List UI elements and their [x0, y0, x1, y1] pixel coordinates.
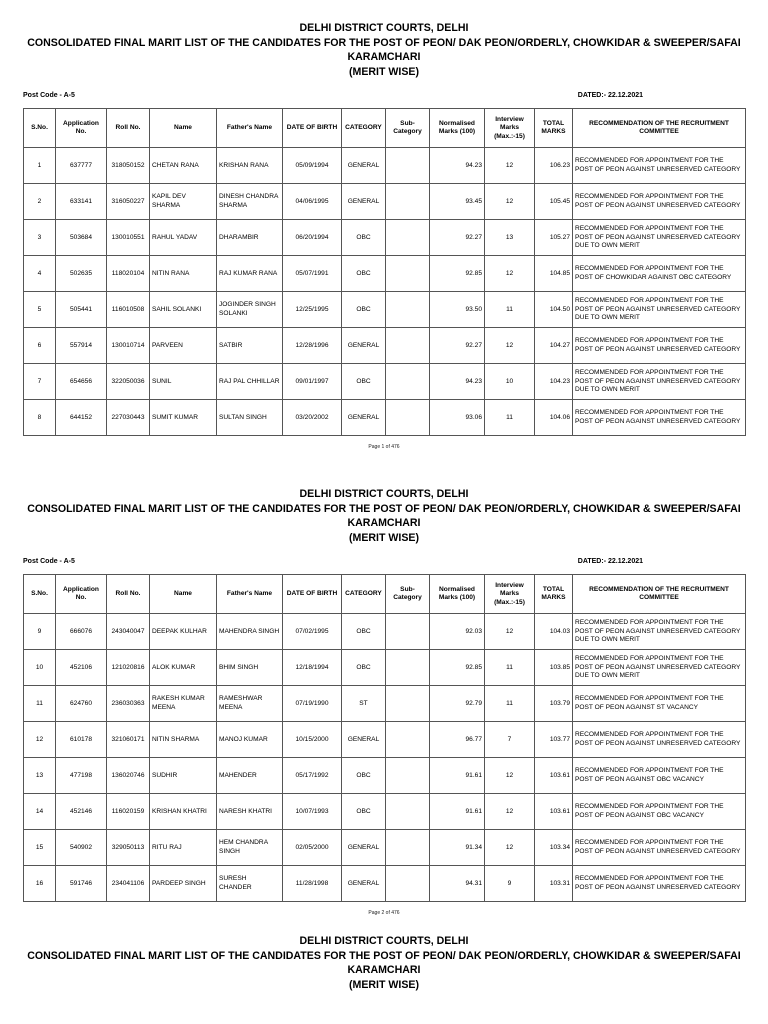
- header-line2: CONSOLIDATED FINAL MARIT LIST OF THE CANDIDATES FOR THE POST OF PEON/ DAK PEON/ORDERLY, CHOWKIDAR & SWEEPER/SAFAI: [27, 949, 741, 962]
- dated-label: DATED:- 22.12.2021: [577, 558, 643, 566]
- cell-application-no: 452106: [56, 650, 107, 686]
- cell-sno: 8: [24, 400, 56, 436]
- cell-dob: 06/20/1994: [283, 220, 342, 256]
- header-line3: KARAMCHARI: [347, 517, 421, 530]
- cell-name: SUDHIR: [150, 758, 217, 794]
- cell-normalised-marks: 92.27: [430, 328, 485, 364]
- cell-total-marks: 106.23: [535, 148, 573, 184]
- cell-category: OBC: [342, 256, 386, 292]
- cell-name: SUMIT KUMAR: [150, 400, 217, 436]
- cell-name: KAPIL DEV SHARMA: [150, 184, 217, 220]
- cell-sno: 10: [24, 650, 56, 686]
- cell-recommendation: RECOMMENDED FOR APPOINTMENT FOR THE POST OF PEON AGAINST OBC VACANCY: [573, 794, 746, 830]
- cell-subcategory: [386, 830, 430, 866]
- cell-total-marks: 104.06: [535, 400, 573, 436]
- cell-application-no: 540902: [56, 830, 107, 866]
- cell-recommendation: RECOMMENDED FOR APPOINTMENT FOR THE POST OF PEON AGAINST OBC VACANCY: [573, 758, 746, 794]
- document-page: [0, 934, 768, 992]
- cell-sno: 13: [24, 758, 56, 794]
- cell-total-marks: 104.85: [535, 256, 573, 292]
- cell-interview-marks: 12: [485, 256, 535, 292]
- cell-subcategory: [386, 722, 430, 758]
- cell-name: DEEPAK KULHAR: [150, 614, 217, 650]
- col-header-interview: Interview Marks (Max.:-15): [485, 575, 535, 614]
- cell-application-no: 502635: [56, 256, 107, 292]
- cell-roll-no: 316050227: [107, 184, 150, 220]
- cell-dob: 02/05/2000: [283, 830, 342, 866]
- cell-sno: 7: [24, 364, 56, 400]
- cell-father-name: JOGINDER SINGH SOLANKI: [217, 292, 283, 328]
- cell-interview-marks: 9: [485, 866, 535, 902]
- table-row: [24, 400, 746, 436]
- col-header-total: TOTAL MARKS: [535, 109, 573, 148]
- cell-interview-marks: 12: [485, 830, 535, 866]
- cell-recommendation: RECOMMENDED FOR APPOINTMENT FOR THE POST OF PEON AGAINST UNRESERVED CATEGORY: [573, 184, 746, 220]
- cell-dob: 12/28/1996: [283, 328, 342, 364]
- cell-name: PARVEEN: [150, 328, 217, 364]
- cell-interview-marks: 12: [485, 758, 535, 794]
- table-row: [24, 184, 746, 220]
- cell-recommendation: RECOMMENDED FOR APPOINTMENT FOR THE POST OF PEON AGAINST UNRESERVED CATEGORY DUE TO OWN MERIT: [573, 220, 746, 256]
- cell-father-name: MAHENDRA SINGH: [217, 614, 283, 650]
- cell-interview-marks: 12: [485, 148, 535, 184]
- header-line4: (MERIT WISE): [348, 65, 420, 78]
- cell-father-name: MANOJ KUMAR: [217, 722, 283, 758]
- table-row: [24, 722, 746, 758]
- cell-subcategory: [386, 184, 430, 220]
- cell-total-marks: 104.50: [535, 292, 573, 328]
- page-header: [0, 0, 768, 79]
- col-header-category: CATEGORY: [342, 575, 386, 614]
- cell-recommendation: RECOMMENDED FOR APPOINTMENT FOR THE POST OF PEON AGAINST UNRESERVED CATEGORY: [573, 328, 746, 364]
- cell-interview-marks: 12: [485, 184, 535, 220]
- cell-roll-no: 121020816: [107, 650, 150, 686]
- table-row: [24, 650, 746, 686]
- cell-normalised-marks: 92.85: [430, 650, 485, 686]
- cell-name: RITU RAJ: [150, 830, 217, 866]
- cell-normalised-marks: 94.31: [430, 866, 485, 902]
- cell-dob: 03/20/2002: [283, 400, 342, 436]
- cell-subcategory: [386, 794, 430, 830]
- table-row: [24, 686, 746, 722]
- cell-category: GENERAL: [342, 830, 386, 866]
- cell-category: GENERAL: [342, 184, 386, 220]
- cell-subcategory: [386, 328, 430, 364]
- col-header-recommendation: RECOMMENDATION OF THE RECRUITMENT COMMITTEE: [573, 575, 746, 614]
- cell-sno: 2: [24, 184, 56, 220]
- cell-subcategory: [386, 758, 430, 794]
- col-header-normalised: Normalised Marks (100): [430, 109, 485, 148]
- cell-roll-no: 321060171: [107, 722, 150, 758]
- cell-recommendation: RECOMMENDED FOR APPOINTMENT FOR THE POST OF PEON AGAINST UNRESERVED CATEGORY: [573, 830, 746, 866]
- cell-category: OBC: [342, 794, 386, 830]
- cell-roll-no: 130010714: [107, 328, 150, 364]
- cell-name: NITIN SHARMA: [150, 722, 217, 758]
- table-header-row: [24, 109, 746, 148]
- cell-dob: 12/18/1994: [283, 650, 342, 686]
- table-row: [24, 220, 746, 256]
- cell-normalised-marks: 93.45: [430, 184, 485, 220]
- cell-subcategory: [386, 686, 430, 722]
- cell-roll-no: 234041106: [107, 866, 150, 902]
- cell-sno: 9: [24, 614, 56, 650]
- header-line4: (MERIT WISE): [348, 531, 420, 544]
- cell-father-name: KRISHAN RANA: [217, 148, 283, 184]
- cell-interview-marks: 7: [485, 722, 535, 758]
- cell-father-name: RAMESHWAR MEENA: [217, 686, 283, 722]
- table-header-row: [24, 575, 746, 614]
- cell-interview-marks: 10: [485, 364, 535, 400]
- cell-father-name: RAJ PAL CHHILLAR: [217, 364, 283, 400]
- cell-normalised-marks: 94.23: [430, 364, 485, 400]
- cell-roll-no: 329050113: [107, 830, 150, 866]
- table-row: [24, 256, 746, 292]
- cell-category: OBC: [342, 292, 386, 328]
- page-footer: Page 2 of 476: [368, 910, 400, 917]
- cell-total-marks: 103.85: [535, 650, 573, 686]
- cell-category: GENERAL: [342, 866, 386, 902]
- cell-sno: 16: [24, 866, 56, 902]
- cell-father-name: SULTAN SINGH: [217, 400, 283, 436]
- cell-normalised-marks: 91.61: [430, 758, 485, 794]
- cell-interview-marks: 11: [485, 400, 535, 436]
- cell-dob: 07/02/1995: [283, 614, 342, 650]
- cell-recommendation: RECOMMENDED FOR APPOINTMENT FOR THE POST OF PEON AGAINST UNRESERVED CATEGORY: [573, 148, 746, 184]
- cell-father-name: BHIM SINGH: [217, 650, 283, 686]
- table-body: [24, 614, 746, 902]
- cell-roll-no: 116010508: [107, 292, 150, 328]
- cell-sno: 14: [24, 794, 56, 830]
- cell-recommendation: RECOMMENDED FOR APPOINTMENT FOR THE POST OF PEON AGAINST UNRESERVED CATEGORY DUE TO OWN MERIT: [573, 650, 746, 686]
- cell-dob: 04/06/1995: [283, 184, 342, 220]
- cell-father-name: DHARAMBIR: [217, 220, 283, 256]
- cell-name: CHETAN RANA: [150, 148, 217, 184]
- col-header-application: Application No.: [56, 109, 107, 148]
- cell-category: OBC: [342, 220, 386, 256]
- cell-application-no: 633141: [56, 184, 107, 220]
- cell-normalised-marks: 91.61: [430, 794, 485, 830]
- cell-application-no: 591746: [56, 866, 107, 902]
- cell-total-marks: 104.03: [535, 614, 573, 650]
- table-row: [24, 328, 746, 364]
- cell-interview-marks: 11: [485, 292, 535, 328]
- cell-dob: 05/17/1992: [283, 758, 342, 794]
- table-body: [24, 148, 746, 436]
- cell-recommendation: RECOMMENDED FOR APPOINTMENT FOR THE POST OF PEON AGAINST UNRESERVED CATEGORY DUE TO OWN MERIT: [573, 364, 746, 400]
- cell-total-marks: 103.31: [535, 866, 573, 902]
- cell-total-marks: 105.27: [535, 220, 573, 256]
- cell-normalised-marks: 92.79: [430, 686, 485, 722]
- col-header-application: Application No.: [56, 575, 107, 614]
- col-header-dob: DATE OF BIRTH: [283, 109, 342, 148]
- cell-subcategory: [386, 364, 430, 400]
- col-header-name: Name: [150, 109, 217, 148]
- table-row: [24, 758, 746, 794]
- cell-interview-marks: 11: [485, 650, 535, 686]
- cell-roll-no: 236030363: [107, 686, 150, 722]
- cell-application-no: 610178: [56, 722, 107, 758]
- cell-recommendation: RECOMMENDED FOR APPOINTMENT FOR THE POST OF PEON AGAINST UNRESERVED CATEGORY: [573, 400, 746, 436]
- cell-normalised-marks: 92.03: [430, 614, 485, 650]
- col-header-father: Father's Name: [217, 575, 283, 614]
- table-row: [24, 614, 746, 650]
- page-footer: Page 1 of 476: [368, 444, 400, 451]
- col-header-dob: DATE OF BIRTH: [283, 575, 342, 614]
- cell-subcategory: [386, 400, 430, 436]
- post-code: Post Code - A-5: [23, 558, 75, 566]
- cell-recommendation: RECOMMENDED FOR APPOINTMENT FOR THE POST OF PEON AGAINST UNRESERVED CATEGORY: [573, 866, 746, 902]
- cell-roll-no: 318050152: [107, 148, 150, 184]
- cell-total-marks: 103.79: [535, 686, 573, 722]
- col-header-roll: Roll No.: [107, 109, 150, 148]
- table-row: [24, 364, 746, 400]
- cell-normalised-marks: 94.23: [430, 148, 485, 184]
- col-header-interview: Interview Marks (Max.:-15): [485, 109, 535, 148]
- cell-interview-marks: 12: [485, 328, 535, 364]
- cell-category: OBC: [342, 758, 386, 794]
- cell-subcategory: [386, 256, 430, 292]
- page-header: [0, 466, 768, 545]
- cell-interview-marks: 12: [485, 614, 535, 650]
- col-header-total: TOTAL MARKS: [535, 575, 573, 614]
- cell-recommendation: RECOMMENDED FOR APPOINTMENT FOR THE POST OF PEON AGAINST UNRESERVED CATEGORY DUE TO OWN MERIT: [573, 614, 746, 650]
- header-line2: CONSOLIDATED FINAL MARIT LIST OF THE CANDIDATES FOR THE POST OF PEON/ DAK PEON/ORDERLY, CHOWKIDAR & SWEEPER/SAFAI: [27, 502, 741, 515]
- cell-name: ALOK KUMAR: [150, 650, 217, 686]
- table-row: [24, 292, 746, 328]
- cell-name: RAHUL YADAV: [150, 220, 217, 256]
- cell-sno: 12: [24, 722, 56, 758]
- col-header-father: Father's Name: [217, 109, 283, 148]
- cell-total-marks: 103.77: [535, 722, 573, 758]
- cell-category: GENERAL: [342, 722, 386, 758]
- header-line4: (MERIT WISE): [348, 978, 420, 991]
- cell-total-marks: 103.34: [535, 830, 573, 866]
- document-page: [0, 466, 768, 934]
- cell-total-marks: 104.27: [535, 328, 573, 364]
- cell-name: RAKESH KUMAR MEENA: [150, 686, 217, 722]
- cell-sno: 11: [24, 686, 56, 722]
- cell-father-name: NARESH KHATRI: [217, 794, 283, 830]
- cell-roll-no: 136020746: [107, 758, 150, 794]
- cell-name: SAHIL SOLANKI: [150, 292, 217, 328]
- cell-application-no: 505441: [56, 292, 107, 328]
- cell-dob: 11/28/1998: [283, 866, 342, 902]
- post-code: Post Code - A-5: [23, 92, 75, 100]
- cell-father-name: DINESH CHANDRA SHARMA: [217, 184, 283, 220]
- col-header-name: Name: [150, 575, 217, 614]
- header-line2: CONSOLIDATED FINAL MARIT LIST OF THE CANDIDATES FOR THE POST OF PEON/ DAK PEON/ORDERLY, CHOWKIDAR & SWEEPER/SAFAI: [27, 36, 741, 49]
- cell-sno: 6: [24, 328, 56, 364]
- header-line1: DELHI DISTRICT COURTS, DELHI: [299, 935, 469, 947]
- merit-table: [23, 574, 746, 902]
- cell-father-name: HEM CHANDRA SINGH: [217, 830, 283, 866]
- cell-subcategory: [386, 614, 430, 650]
- col-header-sno: S.No.: [24, 109, 56, 148]
- cell-name: PARDEEP SINGH: [150, 866, 217, 902]
- cell-father-name: RAJ KUMAR RANA: [217, 256, 283, 292]
- col-header-normalised: Normalised Marks (100): [430, 575, 485, 614]
- cell-subcategory: [386, 148, 430, 184]
- cell-father-name: MAHENDER: [217, 758, 283, 794]
- table-row: [24, 866, 746, 902]
- cell-sno: 15: [24, 830, 56, 866]
- col-header-roll: Roll No.: [107, 575, 150, 614]
- meta-row: [0, 556, 768, 570]
- meta-row: [0, 90, 768, 104]
- cell-category: ST: [342, 686, 386, 722]
- cell-roll-no: 322050036: [107, 364, 150, 400]
- cell-dob: 09/01/1997: [283, 364, 342, 400]
- cell-subcategory: [386, 220, 430, 256]
- cell-category: OBC: [342, 650, 386, 686]
- cell-application-no: 644152: [56, 400, 107, 436]
- cell-category: GENERAL: [342, 400, 386, 436]
- cell-normalised-marks: 92.85: [430, 256, 485, 292]
- cell-dob: 05/07/1991: [283, 256, 342, 292]
- table-row: [24, 830, 746, 866]
- cell-dob: 10/07/1993: [283, 794, 342, 830]
- cell-subcategory: [386, 650, 430, 686]
- cell-father-name: SATBIR: [217, 328, 283, 364]
- cell-normalised-marks: 91.34: [430, 830, 485, 866]
- cell-name: NITIN RANA: [150, 256, 217, 292]
- cell-application-no: 557914: [56, 328, 107, 364]
- cell-name: KRISHAN KHATRI: [150, 794, 217, 830]
- cell-application-no: 503684: [56, 220, 107, 256]
- cell-application-no: 477198: [56, 758, 107, 794]
- header-line3: KARAMCHARI: [347, 964, 421, 977]
- cell-roll-no: 118020104: [107, 256, 150, 292]
- cell-recommendation: RECOMMENDED FOR APPOINTMENT FOR THE POST OF PEON AGAINST ST VACANCY: [573, 686, 746, 722]
- cell-total-marks: 105.45: [535, 184, 573, 220]
- cell-subcategory: [386, 292, 430, 328]
- header-line1: DELHI DISTRICT COURTS, DELHI: [299, 22, 469, 34]
- table-row: [24, 794, 746, 830]
- cell-sno: 1: [24, 148, 56, 184]
- cell-total-marks: 103.61: [535, 794, 573, 830]
- page-header: [0, 934, 768, 992]
- cell-normalised-marks: 96.77: [430, 722, 485, 758]
- cell-interview-marks: 13: [485, 220, 535, 256]
- header-line3: KARAMCHARI: [347, 51, 421, 64]
- cell-total-marks: 104.23: [535, 364, 573, 400]
- cell-recommendation: RECOMMENDED FOR APPOINTMENT FOR THE POST OF CHOWKIDAR AGAINST OBC CATEGORY: [573, 256, 746, 292]
- merit-table: [23, 108, 746, 436]
- cell-roll-no: 227030443: [107, 400, 150, 436]
- cell-application-no: 452146: [56, 794, 107, 830]
- cell-dob: 12/25/1995: [283, 292, 342, 328]
- cell-category: GENERAL: [342, 328, 386, 364]
- cell-category: OBC: [342, 364, 386, 400]
- table-row: [24, 148, 746, 184]
- col-header-category: CATEGORY: [342, 109, 386, 148]
- cell-application-no: 654656: [56, 364, 107, 400]
- cell-father-name: SURESH CHANDER: [217, 866, 283, 902]
- document-page: [0, 0, 768, 466]
- cell-roll-no: 130010551: [107, 220, 150, 256]
- col-header-subcategory: Sub-Category: [386, 575, 430, 614]
- cell-interview-marks: 11: [485, 686, 535, 722]
- cell-recommendation: RECOMMENDED FOR APPOINTMENT FOR THE POST OF PEON AGAINST UNRESERVED CATEGORY: [573, 722, 746, 758]
- dated-label: DATED:- 22.12.2021: [577, 92, 643, 100]
- cell-normalised-marks: 93.06: [430, 400, 485, 436]
- cell-interview-marks: 12: [485, 794, 535, 830]
- cell-category: OBC: [342, 614, 386, 650]
- col-header-recommendation: RECOMMENDATION OF THE RECRUITMENT COMMITTEE: [573, 109, 746, 148]
- cell-category: GENERAL: [342, 148, 386, 184]
- cell-name: SUNIL: [150, 364, 217, 400]
- cell-recommendation: RECOMMENDED FOR APPOINTMENT FOR THE POST OF PEON AGAINST UNRESERVED CATEGORY DUE TO OWN MERIT: [573, 292, 746, 328]
- cell-normalised-marks: 93.50: [430, 292, 485, 328]
- cell-dob: 07/19/1990: [283, 686, 342, 722]
- cell-total-marks: 103.61: [535, 758, 573, 794]
- cell-application-no: 624760: [56, 686, 107, 722]
- cell-normalised-marks: 92.27: [430, 220, 485, 256]
- cell-application-no: 666076: [56, 614, 107, 650]
- cell-dob: 05/09/1994: [283, 148, 342, 184]
- cell-sno: 5: [24, 292, 56, 328]
- col-header-sno: S.No.: [24, 575, 56, 614]
- col-header-subcategory: Sub-Category: [386, 109, 430, 148]
- cell-roll-no: 243040047: [107, 614, 150, 650]
- cell-sno: 3: [24, 220, 56, 256]
- cell-roll-no: 116020159: [107, 794, 150, 830]
- cell-dob: 10/15/2000: [283, 722, 342, 758]
- cell-application-no: 637777: [56, 148, 107, 184]
- cell-sno: 4: [24, 256, 56, 292]
- cell-subcategory: [386, 866, 430, 902]
- header-line1: DELHI DISTRICT COURTS, DELHI: [299, 488, 469, 500]
